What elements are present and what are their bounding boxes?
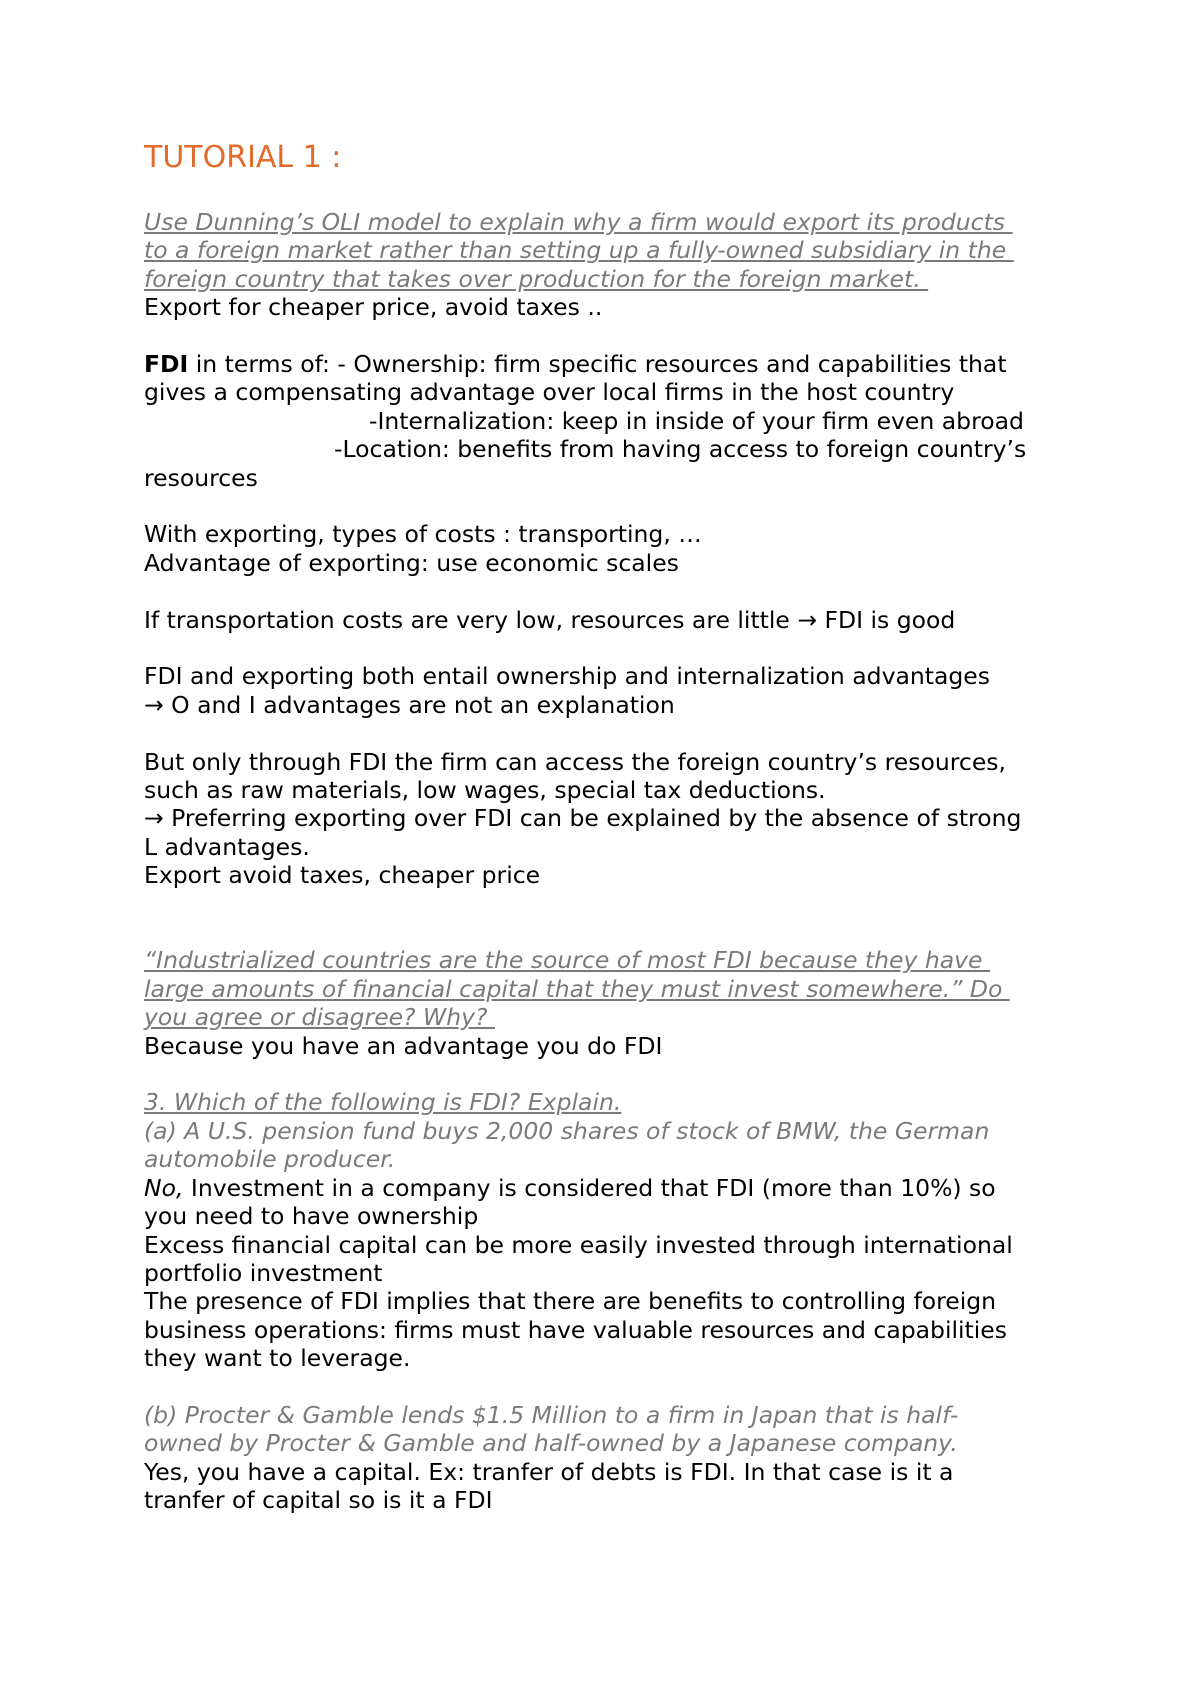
transport-line: If transportation costs are very low, resources are little → FDI is good (144, 605, 956, 634)
question-line: (a) A U.S. pension fund buys 2,000 shares of stock of BMW, the German (144, 1116, 990, 1145)
presence-line: they want to leverage. (144, 1344, 411, 1373)
question-3a (144, 1117, 1070, 1174)
answer-line: Export for cheaper price, avoid taxes .. (144, 293, 603, 322)
question-line: Use Dunning’s OLI model to explain why a firm would export its products (144, 208, 1013, 236)
answer-no: No, (144, 1173, 184, 1202)
excess-capital-line: Excess financial capital can be more easily invested through international (144, 1230, 1013, 1259)
question-3b (144, 1401, 1070, 1458)
question-line: to a foreign market rather than setting up a fully-owned subsidiary in the (144, 236, 1014, 265)
question-line: “Industrialized countries are the source of most FDI because they have (144, 946, 990, 975)
answer-line: Yes, you have a capital. Ex: tranfer of debts is FDI. In that case is it a (144, 1457, 954, 1486)
export-advantage-line: Advantage of exporting: use economic scales (144, 548, 679, 577)
fdi-definition-line: gives a compensating advantage over local firms in the host country (144, 378, 955, 407)
question-1 (144, 208, 1070, 293)
answer-line: Because you have an advantage you do FDI (144, 1031, 663, 1060)
fdi-definition-line (144, 350, 1070, 378)
resources-line: such as raw materials, low wages, special tax deductions. (144, 776, 826, 805)
export-summary-line: Export avoid taxes, cheaper price (144, 861, 541, 890)
both-advantages-line: → O and I advantages are not an explanation (144, 690, 675, 719)
fdi-internalization-line: -Internalization: keep in inside of your firm even abroad (369, 406, 1024, 435)
presence-line: The presence of FDI implies that there are benefits to controlling foreign (144, 1287, 997, 1316)
fdi-location-line: -Location: benefits from having access to foreign country’s (334, 435, 1027, 464)
excess-capital-line: portfolio investment (144, 1258, 383, 1287)
fdi-definition-text: in terms of: - Ownership: firm specific resources and capabilities that (188, 350, 1007, 379)
question-line: automobile producer. (144, 1145, 396, 1174)
fdi-bold-term: FDI (144, 350, 189, 379)
question-line: (b) Procter & Gamble lends $1.5 Million to a firm in Japan that is half- (144, 1400, 959, 1429)
answer-line (144, 1174, 1070, 1202)
export-costs-line: With exporting, types of costs : transporting, … (144, 520, 702, 549)
answer-text: Investment in a company is considered that FDI (more than 10%) so (183, 1173, 996, 1202)
question-2 (144, 946, 1070, 1031)
page-title: TUTORIAL 1 : (144, 140, 342, 175)
presence-line: business operations: firms must have valuable resources and capabilities (144, 1315, 1007, 1344)
question-line: large amounts of financial capital that they must invest somewhere.” Do (144, 974, 1010, 1003)
fdi-location-line: resources (144, 463, 258, 492)
preference-line: → Preferring exporting over FDI can be explained by the absence of strong (144, 804, 1022, 833)
answer-line: tranfer of capital so is it a FDI (144, 1486, 493, 1515)
question-line: owned by Procter & Gamble and half-owned by a Japanese company. (144, 1429, 958, 1458)
answer-line: you need to have ownership (144, 1202, 479, 1231)
resources-line: But only through FDI the firm can access the foreign country’s resources, (144, 747, 1006, 776)
both-advantages-line: FDI and exporting both entail ownership and internalization advantages (144, 662, 991, 691)
question-line: you agree or disagree? Why? (144, 1003, 496, 1032)
question-line: foreign country that takes over production for the foreign market. (144, 264, 929, 293)
preference-line: L advantages. (144, 832, 310, 861)
question-3: 3. Which of the following is FDI? Explain. (144, 1088, 622, 1117)
